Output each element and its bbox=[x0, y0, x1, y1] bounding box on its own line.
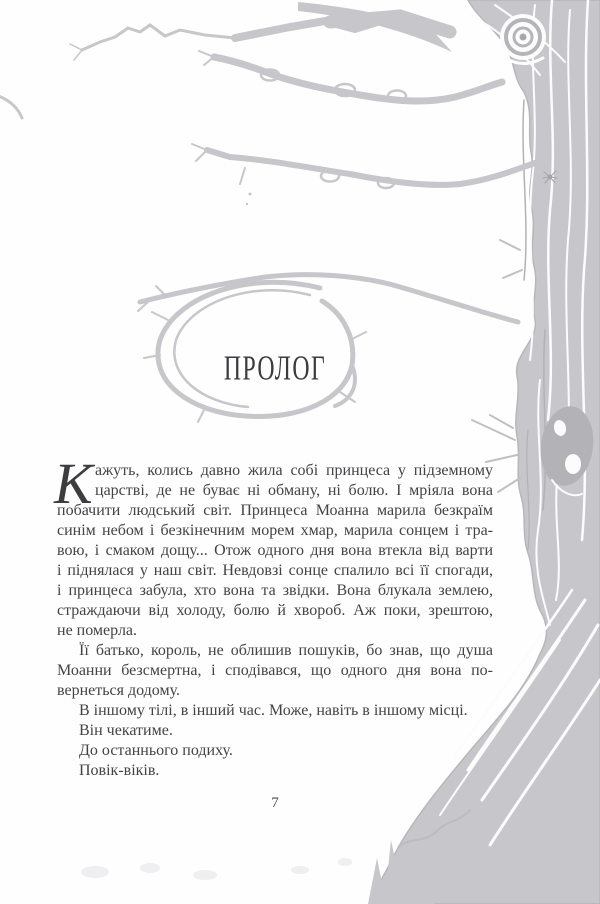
text-line: синім небом і безкінечним морем хмар, марила сонцем і тра- bbox=[57, 522, 493, 539]
text-line: Моанни безсмертна, і сподівався, що одного дня вона по- bbox=[57, 662, 493, 679]
page-number: 7 bbox=[271, 795, 279, 811]
text-line: Він чекатиме. bbox=[79, 722, 173, 739]
ground-smudges bbox=[81, 858, 352, 880]
text-line: До останнього подиху. bbox=[79, 742, 233, 759]
paragraph bbox=[57, 761, 493, 781]
chapter-title: ПРОЛОГ bbox=[223, 349, 327, 389]
middle-branch bbox=[192, 144, 535, 205]
text-line: царстві, де не буває ні обману, ні болю. І мріяла вона bbox=[95, 482, 493, 499]
twisted-vine-branch bbox=[199, 51, 502, 102]
text-line: побачити людський світ. Принцеса Моанна марила безкраїм bbox=[57, 502, 493, 519]
paragraph bbox=[57, 741, 493, 761]
text-line: і піднялася у наш світ. Невдовзі сонце спалило всі її спогади, bbox=[57, 562, 493, 579]
paragraph bbox=[54, 451, 493, 641]
top-branch bbox=[0, 14, 450, 118]
drop-cap: К bbox=[54, 451, 93, 516]
text-line: Повік-віків. bbox=[79, 762, 160, 779]
text-line: не померла. bbox=[57, 622, 138, 639]
text-line: Її батько, король, не облишив пошуків, бо знав, що душа bbox=[79, 642, 493, 659]
text-line: вою, і смаком дощу... Отож одного дня вона втекла від варти bbox=[57, 542, 493, 559]
text-line: і принцеса забула, хто вона та звідки. Вона блукала землею, bbox=[57, 582, 493, 599]
text-line: вернеться додому. bbox=[57, 682, 181, 699]
paragraph bbox=[57, 721, 493, 741]
body-text bbox=[54, 451, 493, 781]
paragraph bbox=[57, 701, 493, 721]
text-line: ажуть, колись давно жила собі принцеса у підземному bbox=[95, 462, 493, 479]
text-line: В іншому тілі, в інший час. Може, навіть в іншому місці. bbox=[79, 702, 468, 719]
text-line: страждаючи від холоду, болю й хвороб. Аж поки, зрештою, bbox=[57, 602, 493, 619]
paragraph bbox=[57, 641, 493, 701]
